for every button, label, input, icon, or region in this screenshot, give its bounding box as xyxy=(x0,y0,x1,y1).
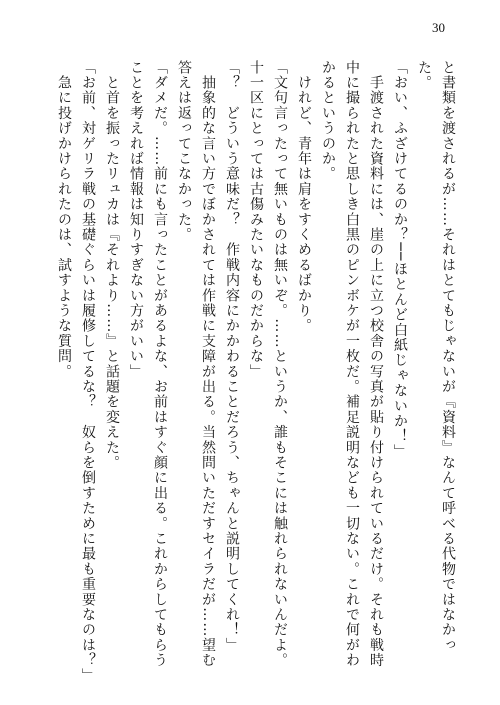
text-line: 「おい、ふざけてるのか？──ほとんど白紙じゃないか！」 xyxy=(392,60,408,460)
text-line: 「ダメだ。……前にも言ったことがあるよな、お前はすぐ顔に出る。これからしてもらう xyxy=(152,60,168,668)
text-line: 答えは返ってこなかった。 xyxy=(176,60,192,243)
text-line: ことを考えれば情報は知りすぎない方がいい」 xyxy=(128,60,144,380)
text-line: 急に投げかけられたのは、試すような質問。 xyxy=(56,60,72,380)
text-line: た。 xyxy=(416,60,432,91)
text-line: 「お前、対ゲリラ戦の基礎ぐらいは履修してるな？ 奴らを倒すために最も重要なのは？」 xyxy=(80,60,96,684)
text-line: 十一区にとっては古傷みたいなものだからな」 xyxy=(248,60,264,380)
page-number: 30 xyxy=(432,20,445,35)
text-line: と首を振ったリュカは『それより……』と話題を変えた。 xyxy=(104,60,120,471)
body-text xyxy=(52,60,460,684)
text-line: 手渡された資料には、崖の上に立つ校舎の写真が貼り付けられているだけ。それも戦時 xyxy=(368,60,384,668)
text-line: 「？ どういう意味だ？ 作戦内容にかかわることだろう、ちゃんと説明してくれ！」 xyxy=(224,60,240,653)
text-line: かるというのか。 xyxy=(320,60,336,182)
text-line: 中に撮られたと思しき白黒のピンボケが一枚だ。補足説明なども一切ない。これで何がわ xyxy=(344,60,360,668)
text-line: けれど、青年は肩をすくめるばかり。 xyxy=(296,60,312,334)
text-line: と書類を渡されるが……それはとてもじゃないが『資料』なんて呼べる代物ではなかっ xyxy=(440,60,456,653)
text-line: 抽象的な言い方でぼかされては作戦に支障が出る。当然問いただすセイラだが……望む xyxy=(200,60,216,668)
text-line: 「文句言ったって無いものは無いぞ。……というか、誰もそこには触れられないんだよ。 xyxy=(272,60,288,668)
